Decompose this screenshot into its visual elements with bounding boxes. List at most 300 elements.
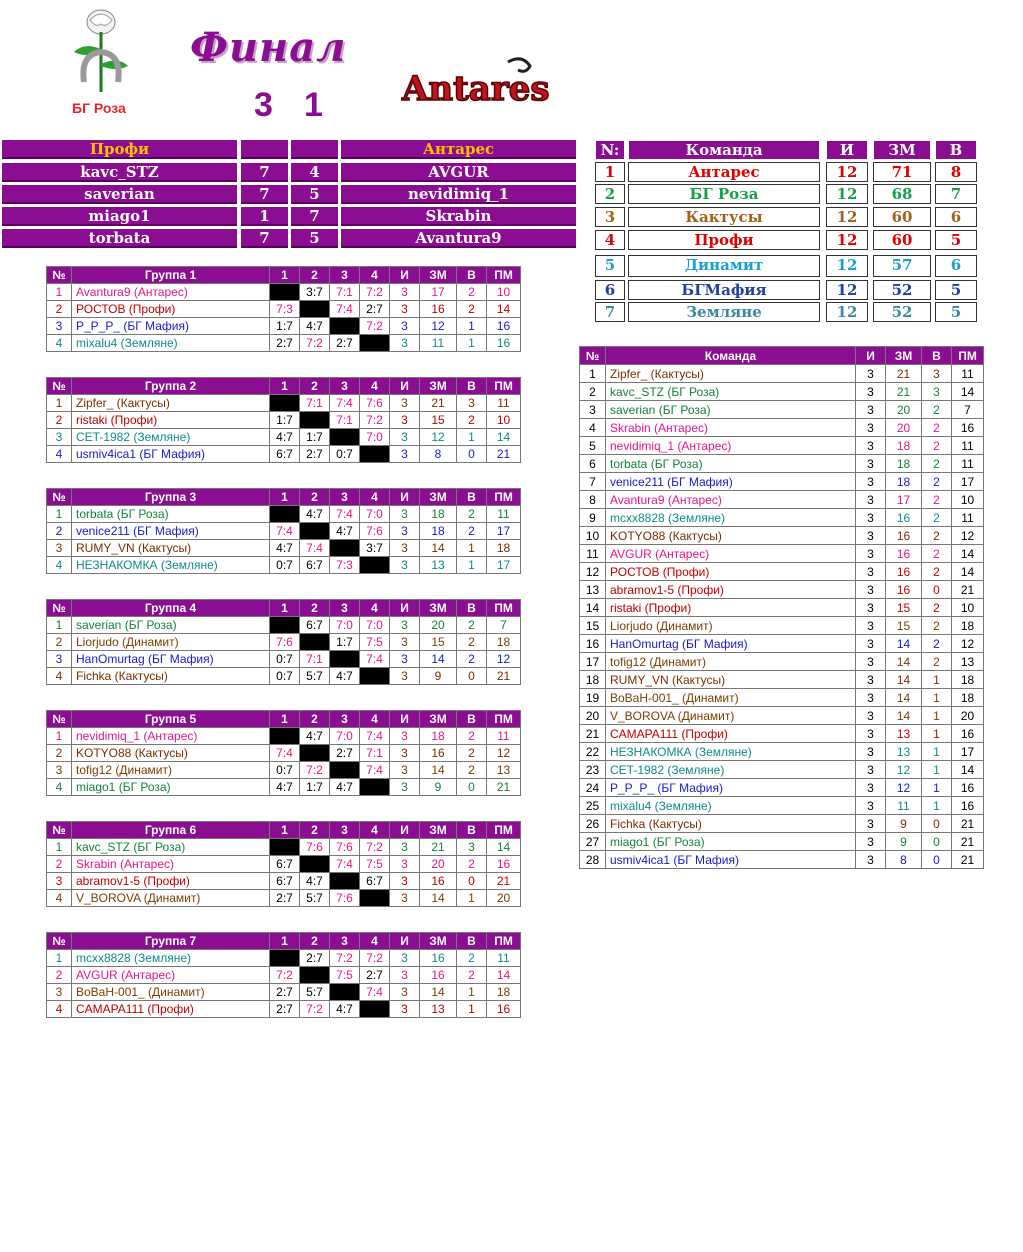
overall-n-cell: 11 xyxy=(580,545,606,563)
overall-i-cell: 3 xyxy=(856,797,886,815)
group-pm-cell: 14 xyxy=(487,967,521,984)
group-zm-cell: 18 xyxy=(420,523,457,540)
group-zm-cell: 16 xyxy=(420,950,457,967)
group-rank-cell: 1 xyxy=(47,839,72,856)
standings-i-cell: 12 xyxy=(826,184,868,204)
overall-zm-cell: 21 xyxy=(886,383,922,401)
overall-pm-cell: 20 xyxy=(952,707,984,725)
standings-v-cell: 5 xyxy=(935,280,977,300)
score-cell: 6:7 xyxy=(300,557,330,574)
overall-i-cell: 3 xyxy=(856,851,886,869)
group-player-name: torbata (БГ Роза) xyxy=(72,506,270,523)
group-zm-cell: 15 xyxy=(420,634,457,651)
score-cell: 7:2 xyxy=(360,950,390,967)
match-right-score: 4 xyxy=(291,163,338,182)
group-pm-cell: 17 xyxy=(487,557,521,574)
overall-v-cell: 1 xyxy=(922,743,952,761)
score-right: 1 xyxy=(304,86,323,124)
group-header-cell: И xyxy=(390,600,420,617)
self-match-cell xyxy=(300,634,330,651)
overall-name-cell: Skrabin (Антарес) xyxy=(606,419,856,437)
group-zm-cell: 9 xyxy=(420,779,457,796)
overall-i-cell: 3 xyxy=(856,635,886,653)
overall-pm-cell: 14 xyxy=(952,563,984,581)
group-i-cell: 3 xyxy=(390,617,420,634)
overall-pm-cell: 18 xyxy=(952,689,984,707)
group-rank-cell: 4 xyxy=(47,668,72,685)
group-rank-cell: 2 xyxy=(47,967,72,984)
group-header-cell: № xyxy=(47,933,72,950)
overall-pm-cell: 11 xyxy=(952,509,984,527)
overall-v-cell: 2 xyxy=(922,653,952,671)
group-zm-cell: 8 xyxy=(420,446,457,463)
overall-n-cell: 18 xyxy=(580,671,606,689)
overall-row xyxy=(580,581,984,599)
overall-row xyxy=(580,851,984,869)
group-i-cell: 3 xyxy=(390,540,420,557)
standings-n-cell: 4 xyxy=(595,230,625,250)
self-match-cell xyxy=(300,523,330,540)
group-v-cell: 2 xyxy=(457,284,487,301)
score-cell: 4:7 xyxy=(270,779,300,796)
group-player-name: HanOmurtag (БГ Мафия) xyxy=(72,651,270,668)
standings-v-cell: 6 xyxy=(935,207,977,227)
standings-v-cell: 7 xyxy=(935,184,977,204)
score-cell: 7:4 xyxy=(360,728,390,745)
group-v-cell: 1 xyxy=(457,1001,487,1018)
group-row xyxy=(47,668,521,685)
self-match-cell xyxy=(330,429,360,446)
group-player-name: Liorjudo (Динамит) xyxy=(72,634,270,651)
group-v-cell: 2 xyxy=(457,506,487,523)
group-zm-cell: 21 xyxy=(420,839,457,856)
overall-v-cell: 2 xyxy=(922,437,952,455)
overall-zm-cell: 16 xyxy=(886,545,922,563)
overall-i-cell: 3 xyxy=(856,383,886,401)
overall-pm-cell: 10 xyxy=(952,491,984,509)
group-rank-cell: 3 xyxy=(47,540,72,557)
overall-n-cell: 8 xyxy=(580,491,606,509)
score-cell: 7:2 xyxy=(300,335,330,352)
group-v-cell: 2 xyxy=(457,651,487,668)
overall-n-cell: 22 xyxy=(580,743,606,761)
self-match-cell xyxy=(360,335,390,352)
score-cell: 7:5 xyxy=(360,856,390,873)
overall-i-cell: 3 xyxy=(856,617,886,635)
score-cell: 7:1 xyxy=(300,651,330,668)
group-header-cell: 3 xyxy=(330,267,360,284)
group-row xyxy=(47,890,521,907)
group-v-cell: 1 xyxy=(457,540,487,557)
group-i-cell: 3 xyxy=(390,446,420,463)
self-match-cell xyxy=(330,540,360,557)
group-header-cell: ЗМ xyxy=(420,933,457,950)
group-table xyxy=(46,821,521,907)
overall-zm-cell: 14 xyxy=(886,689,922,707)
score-cell: 2:7 xyxy=(270,984,300,1001)
overall-i-cell: 3 xyxy=(856,761,886,779)
overall-n-cell: 7 xyxy=(580,473,606,491)
group-header-cell: ЗМ xyxy=(420,489,457,506)
group-header-cell: № xyxy=(47,267,72,284)
overall-row xyxy=(580,437,984,455)
self-match-cell xyxy=(360,779,390,796)
group-rank-cell: 3 xyxy=(47,651,72,668)
score-cell: 0:7 xyxy=(270,668,300,685)
overall-v-cell: 1 xyxy=(922,707,952,725)
overall-n-cell: 15 xyxy=(580,617,606,635)
group-pm-cell: 21 xyxy=(487,779,521,796)
overall-v-cell: 1 xyxy=(922,761,952,779)
group-rank-cell: 4 xyxy=(47,446,72,463)
group-pm-cell: 11 xyxy=(487,950,521,967)
group-player-name: mcxx8828 (Земляне) xyxy=(72,950,270,967)
overall-pm-cell: 18 xyxy=(952,617,984,635)
group-pm-cell: 10 xyxy=(487,284,521,301)
overall-header-cell: № xyxy=(580,347,606,365)
overall-v-cell: 0 xyxy=(922,815,952,833)
score-cell: 7:6 xyxy=(300,839,330,856)
overall-pm-cell: 21 xyxy=(952,815,984,833)
group-row xyxy=(47,873,521,890)
group-v-cell: 0 xyxy=(457,779,487,796)
group-header-cell: И xyxy=(390,711,420,728)
group-row xyxy=(47,318,521,335)
group-pm-cell: 16 xyxy=(487,318,521,335)
overall-row xyxy=(580,779,984,797)
standings-team-cell: Динамит xyxy=(628,255,820,277)
group-zm-cell: 15 xyxy=(420,412,457,429)
group-header-cell: И xyxy=(390,489,420,506)
overall-name-cell: mixalu4 (Земляне) xyxy=(606,797,856,815)
overall-v-cell: 2 xyxy=(922,599,952,617)
overall-name-cell: BoBaH-001_ (Динамит) xyxy=(606,689,856,707)
group-i-cell: 3 xyxy=(390,634,420,651)
group-header-cell: И xyxy=(390,267,420,284)
group-header-cell: ЗМ xyxy=(420,822,457,839)
group-title: Группа 4 xyxy=(72,600,270,617)
group-pm-cell: 16 xyxy=(487,1001,521,1018)
group-i-cell: 3 xyxy=(390,967,420,984)
group-rank-cell: 1 xyxy=(47,728,72,745)
overall-pm-cell: 13 xyxy=(952,653,984,671)
score-cell: 0:7 xyxy=(330,446,360,463)
standings-header-3: ЗМ xyxy=(873,140,931,160)
score-cell: 3:7 xyxy=(360,540,390,557)
group-rank-cell: 2 xyxy=(47,412,72,429)
self-match-cell xyxy=(330,984,360,1001)
standings-header-0: N: xyxy=(595,140,625,160)
overall-zm-cell: 9 xyxy=(886,833,922,851)
group-zm-cell: 16 xyxy=(420,967,457,984)
self-match-cell xyxy=(330,762,360,779)
group-row xyxy=(47,779,521,796)
score-cell: 2:7 xyxy=(330,745,360,762)
score-cell: 7:4 xyxy=(270,523,300,540)
overall-i-cell: 3 xyxy=(856,401,886,419)
overall-name-cell: torbata (БГ Роза) xyxy=(606,455,856,473)
overall-pm-cell: 16 xyxy=(952,797,984,815)
score-cell: 7:4 xyxy=(360,762,390,779)
score-cell: 6:7 xyxy=(270,856,300,873)
match-left-score: 1 xyxy=(241,207,288,226)
group-v-cell: 1 xyxy=(457,318,487,335)
standings-zm-cell: 68 xyxy=(873,184,931,204)
group-v-cell: 2 xyxy=(457,856,487,873)
overall-i-cell: 3 xyxy=(856,725,886,743)
group-header-cell: ПМ xyxy=(487,933,521,950)
score-cell: 4:7 xyxy=(270,429,300,446)
overall-pm-cell: 12 xyxy=(952,635,984,653)
overall-v-cell: 2 xyxy=(922,491,952,509)
group-rank-cell: 1 xyxy=(47,284,72,301)
group-pm-cell: 14 xyxy=(487,429,521,446)
score-cell: 6:7 xyxy=(300,617,330,634)
overall-zm-cell: 14 xyxy=(886,653,922,671)
group-player-name: abramov1-5 (Профи) xyxy=(72,873,270,890)
bg-roza-logo-label: БГ Роза xyxy=(72,100,126,116)
group-header-cell: 4 xyxy=(360,489,390,506)
group-row xyxy=(47,651,521,668)
overall-row xyxy=(580,653,984,671)
match-left-player: kavc_STZ xyxy=(2,163,237,182)
group-player-name: mixalu4 (Земляне) xyxy=(72,335,270,352)
overall-row xyxy=(580,797,984,815)
group-i-cell: 3 xyxy=(390,395,420,412)
group-player-name: Avantura9 (Антарес) xyxy=(72,284,270,301)
group-zm-cell: 13 xyxy=(420,1001,457,1018)
group-row xyxy=(47,412,521,429)
group-i-cell: 3 xyxy=(390,318,420,335)
group-table xyxy=(46,377,521,463)
score-cell: 7:3 xyxy=(270,301,300,318)
score-cell: 7:4 xyxy=(360,651,390,668)
group-rank-cell: 1 xyxy=(47,617,72,634)
self-match-cell xyxy=(360,890,390,907)
group-table xyxy=(46,710,521,796)
overall-n-cell: 4 xyxy=(580,419,606,437)
group-i-cell: 3 xyxy=(390,950,420,967)
overall-row xyxy=(580,491,984,509)
group-pm-cell: 16 xyxy=(487,856,521,873)
group-pm-cell: 10 xyxy=(487,412,521,429)
group-zm-cell: 14 xyxy=(420,762,457,779)
group-header-cell: В xyxy=(457,711,487,728)
group-header-cell: 3 xyxy=(330,378,360,395)
overall-name-cell: kavc_STZ (БГ Роза) xyxy=(606,383,856,401)
score-cell: 7:4 xyxy=(330,301,360,318)
group-pm-cell: 17 xyxy=(487,523,521,540)
group-title: Группа 5 xyxy=(72,711,270,728)
overall-header-cell: И xyxy=(856,347,886,365)
overall-name-cell: CET-1982 (Земляне) xyxy=(606,761,856,779)
group-pm-cell: 18 xyxy=(487,540,521,557)
group-v-cell: 2 xyxy=(457,762,487,779)
group-header-cell: 3 xyxy=(330,711,360,728)
score-cell: 7:2 xyxy=(360,284,390,301)
group-header-cell: 3 xyxy=(330,600,360,617)
group-header-cell: ПМ xyxy=(487,267,521,284)
overall-n-cell: 23 xyxy=(580,761,606,779)
overall-v-cell: 2 xyxy=(922,635,952,653)
overall-zm-cell: 20 xyxy=(886,419,922,437)
standings-team-cell: Кактусы xyxy=(628,207,820,227)
group-player-name: BoBaH-001_ (Динамит) xyxy=(72,984,270,1001)
group-header-cell: ЗМ xyxy=(420,267,457,284)
group-v-cell: 1 xyxy=(457,557,487,574)
score-cell: 7:6 xyxy=(330,839,360,856)
overall-pm-cell: 12 xyxy=(952,527,984,545)
group-i-cell: 3 xyxy=(390,856,420,873)
score-cell: 7:2 xyxy=(300,1001,330,1018)
group-v-cell: 2 xyxy=(457,634,487,651)
group-row xyxy=(47,301,521,318)
overall-zm-cell: 18 xyxy=(886,455,922,473)
score-cell: 5:7 xyxy=(300,668,330,685)
score-cell: 0:7 xyxy=(270,762,300,779)
overall-v-cell: 1 xyxy=(922,689,952,707)
group-player-name: saverian (БГ Роза) xyxy=(72,617,270,634)
group-i-cell: 3 xyxy=(390,745,420,762)
match-left-player: saverian xyxy=(2,185,237,204)
group-pm-cell: 18 xyxy=(487,634,521,651)
group-zm-cell: 13 xyxy=(420,557,457,574)
standings-v-cell: 5 xyxy=(935,230,977,250)
score-cell: 7:4 xyxy=(330,856,360,873)
self-match-cell xyxy=(300,856,330,873)
overall-name-cell: miago1 (БГ Роза) xyxy=(606,833,856,851)
standings-n-cell: 7 xyxy=(595,302,625,322)
score-cell: 0:7 xyxy=(270,651,300,668)
group-v-cell: 3 xyxy=(457,839,487,856)
group-i-cell: 3 xyxy=(390,984,420,1001)
overall-name-cell: tofig12 (Динамит) xyxy=(606,653,856,671)
self-match-cell xyxy=(270,506,300,523)
overall-header-cell: Команда xyxy=(606,347,856,365)
overall-pm-cell: 14 xyxy=(952,761,984,779)
overall-v-cell: 1 xyxy=(922,671,952,689)
overall-n-cell: 17 xyxy=(580,653,606,671)
overall-name-cell: НЕЗНАКОМКА (Земляне) xyxy=(606,743,856,761)
group-player-name: KOTYO88 (Кактусы) xyxy=(72,745,270,762)
group-zm-cell: 16 xyxy=(420,745,457,762)
group-pm-cell: 21 xyxy=(487,873,521,890)
score-cell: 4:7 xyxy=(330,779,360,796)
self-match-cell xyxy=(270,728,300,745)
group-rank-cell: 1 xyxy=(47,950,72,967)
score-cell: 7:4 xyxy=(330,506,360,523)
group-pm-cell: 13 xyxy=(487,762,521,779)
group-i-cell: 3 xyxy=(390,1001,420,1018)
overall-i-cell: 3 xyxy=(856,365,886,383)
overall-n-cell: 16 xyxy=(580,635,606,653)
overall-row xyxy=(580,383,984,401)
overall-i-cell: 3 xyxy=(856,743,886,761)
self-match-cell xyxy=(300,967,330,984)
group-row xyxy=(47,745,521,762)
group-header-cell: 4 xyxy=(360,933,390,950)
group-rank-cell: 4 xyxy=(47,779,72,796)
group-zm-cell: 14 xyxy=(420,651,457,668)
score-cell: 1:7 xyxy=(300,779,330,796)
overall-pm-cell: 21 xyxy=(952,833,984,851)
group-player-name: Skrabin (Антарес) xyxy=(72,856,270,873)
overall-name-cell: mcxx8828 (Земляне) xyxy=(606,509,856,527)
overall-name-cell: usmiv4ica1 (БГ Мафия) xyxy=(606,851,856,869)
group-player-name: AVGUR (Антарес) xyxy=(72,967,270,984)
overall-i-cell: 3 xyxy=(856,563,886,581)
overall-i-cell: 3 xyxy=(856,491,886,509)
overall-name-cell: Fichka (Кактусы) xyxy=(606,815,856,833)
score-cell: 7:6 xyxy=(360,395,390,412)
score-cell: 4:7 xyxy=(330,1001,360,1018)
group-row xyxy=(47,540,521,557)
score-cell: 5:7 xyxy=(300,984,330,1001)
overall-i-cell: 3 xyxy=(856,455,886,473)
standings-v-cell: 6 xyxy=(935,255,977,277)
match-left-player: torbata xyxy=(2,229,237,248)
group-header-cell: 2 xyxy=(300,489,330,506)
group-v-cell: 1 xyxy=(457,335,487,352)
group-rank-cell: 3 xyxy=(47,429,72,446)
score-cell: 7:2 xyxy=(270,967,300,984)
overall-pm-cell: 17 xyxy=(952,743,984,761)
score-cell: 2:7 xyxy=(330,335,360,352)
overall-v-cell: 1 xyxy=(922,725,952,743)
group-header-cell: В xyxy=(457,600,487,617)
group-player-name: Zipfer_ (Кактусы) xyxy=(72,395,270,412)
group-row xyxy=(47,617,521,634)
group-row xyxy=(47,839,521,856)
score-cell: 7:6 xyxy=(270,634,300,651)
group-header-cell: № xyxy=(47,711,72,728)
group-pm-cell: 16 xyxy=(487,335,521,352)
overall-n-cell: 28 xyxy=(580,851,606,869)
group-header-cell: ЗМ xyxy=(420,711,457,728)
score-cell: 7:0 xyxy=(360,506,390,523)
score-cell: 7:2 xyxy=(300,762,330,779)
score-cell: 2:7 xyxy=(270,335,300,352)
overall-i-cell: 3 xyxy=(856,581,886,599)
overall-row xyxy=(580,545,984,563)
overall-pm-cell: 11 xyxy=(952,365,984,383)
match-left-score: 7 xyxy=(241,185,288,204)
score-cell: 2:7 xyxy=(270,890,300,907)
group-v-cell: 3 xyxy=(457,395,487,412)
overall-row xyxy=(580,635,984,653)
standings-v-cell: 8 xyxy=(935,162,977,182)
overall-v-cell: 2 xyxy=(922,617,952,635)
standings-zm-cell: 71 xyxy=(873,162,931,182)
group-i-cell: 3 xyxy=(390,890,420,907)
group-zm-cell: 14 xyxy=(420,540,457,557)
group-player-name: tofig12 (Динамит) xyxy=(72,762,270,779)
overall-zm-cell: 18 xyxy=(886,473,922,491)
standings-zm-cell: 52 xyxy=(873,302,931,322)
standings-n-cell: 1 xyxy=(595,162,625,182)
overall-i-cell: 3 xyxy=(856,833,886,851)
overall-name-cell: P_P_P_ (БГ Мафия) xyxy=(606,779,856,797)
score-cell: 6:7 xyxy=(360,873,390,890)
group-player-name: kavc_STZ (БГ Роза) xyxy=(72,839,270,856)
score-cell: 7:0 xyxy=(360,617,390,634)
score-cell: 7:4 xyxy=(300,540,330,557)
group-table xyxy=(46,266,521,352)
self-match-cell xyxy=(300,301,330,318)
overall-n-cell: 3 xyxy=(580,401,606,419)
self-match-cell xyxy=(270,839,300,856)
overall-pm-cell: 18 xyxy=(952,671,984,689)
